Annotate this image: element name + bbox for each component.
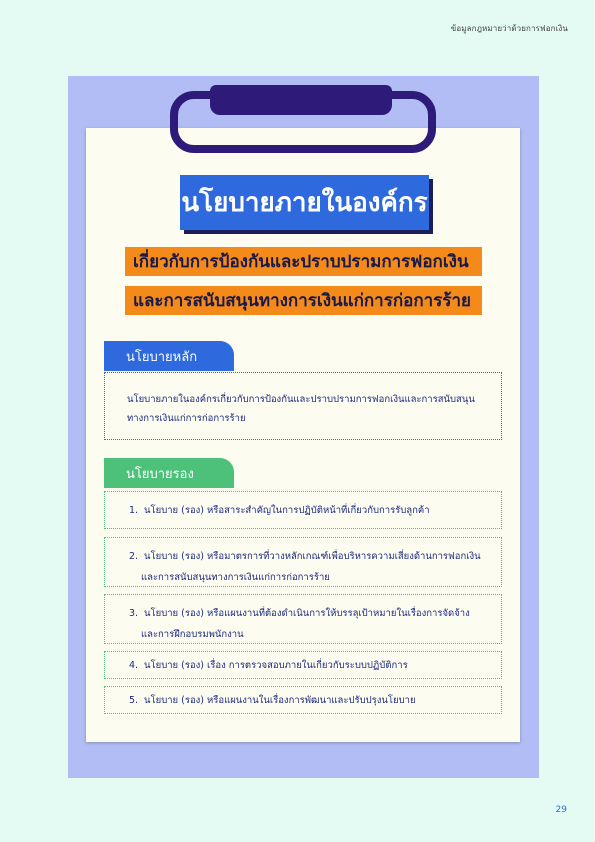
main-policy-text: นโยบายภายในองค์กรเกี่ยวกับการป้องกันและปราบปรามการฟอกเงินและการสนับสนุนทางการเงินแก่การก่อการร้าย: [127, 394, 475, 424]
page-title: นโยบายภายในองค์กร: [180, 175, 429, 230]
main-policy-label: นโยบายหลัก: [104, 341, 234, 371]
item-text: นโยบาย (รอง) หรือสาระสำคัญในการปฏิบัติหน้าที่เกี่ยวกับการรับลูกค้า: [144, 505, 430, 516]
header-text: ข้อมูลกฎหมายว่าด้วยการฟอกเงิน: [450, 24, 568, 33]
item-text-continued: และการฝึกอบรมพนักงาน: [141, 629, 244, 640]
item-text: นโยบาย (รอง) หรือแผนงานที่ต้องดำเนินการให้บรรลุเป้าหมายในเรื่องการจัดจ้าง: [144, 608, 470, 619]
secondary-policy-item-5: [104, 686, 502, 714]
main-policy-box: [104, 372, 502, 440]
item-number: 1.: [129, 505, 139, 516]
subtitle-line-2: และการสนับสนุนทางการเงินแก่การก่อการร้าย: [125, 286, 482, 315]
item-number: 4.: [129, 660, 139, 671]
item-text: นโยบาย (รอง) หรือแผนงานในเรื่องการพัฒนาและปรับปรุงนโยบาย: [144, 695, 416, 706]
secondary-policy-item-4: [104, 651, 502, 679]
item-text-continued: และการสนับสนุนทางการเงินแก่การก่อการร้าย: [141, 572, 330, 583]
clipboard-clip-top: [210, 85, 392, 115]
item-number: 5.: [129, 695, 139, 706]
item-number: 2.: [129, 551, 139, 562]
item-text: นโยบาย (รอง) เรื่อง การตรวจสอบภายในเกี่ยวกับระบบปฏิบัติการ: [144, 660, 408, 671]
secondary-policy-item-1: [104, 491, 502, 529]
secondary-policy-item-3: [104, 594, 502, 644]
subtitle-line-1: เกี่ยวกับการป้องกันและปราบปรามการฟอกเงิน: [125, 247, 482, 276]
secondary-policy-label: นโยบายรอง: [104, 458, 234, 488]
secondary-policy-item-2: [104, 537, 502, 587]
item-text: นโยบาย (รอง) หรือมาตรการที่วางหลักเกณฑ์เพื่อบริหารความเสี่ยงด้านการฟอกเงิน: [144, 551, 481, 562]
item-number: 3.: [129, 608, 139, 619]
page-number: 29: [555, 805, 567, 815]
